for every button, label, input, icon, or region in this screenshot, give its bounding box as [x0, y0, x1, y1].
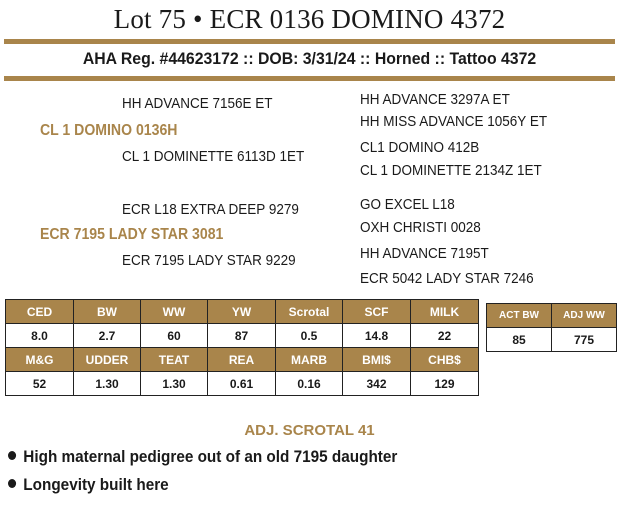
actual-header-bw: ACT BW	[487, 304, 552, 328]
pedigree-dam-dam: ECR 7195 LADY STAR 9229	[122, 252, 296, 269]
epd-header-yw: YW	[208, 300, 276, 324]
pedigree-sire-dam: CL 1 DOMINETTE 6113D 1ET	[122, 148, 305, 165]
epd-value-scrotal: 0.5	[276, 324, 343, 348]
epd-header-rea: REA	[208, 348, 276, 372]
actual-header-ww: ADJ WW	[552, 304, 617, 328]
actual-header-row	[487, 304, 617, 328]
epd-value-ced: 8.0	[6, 324, 74, 348]
epd-header-scf: SCF	[343, 300, 411, 324]
epd-table	[5, 299, 479, 396]
adj-scrotal: ADJ. SCROTAL 41	[244, 422, 375, 439]
pedigree-sire-sire: HH ADVANCE 7156E ET	[122, 95, 273, 112]
pedigree-dam-dam-dam: ECR 5042 LADY STAR 7246	[360, 270, 534, 287]
epd-header-row-1	[6, 300, 479, 324]
epd-value-scf: 14.8	[343, 324, 411, 348]
pedigree-dam-dam-sire: HH ADVANCE 7195T	[360, 245, 489, 262]
pedigree-dam-sire-sire: GO EXCEL L18	[360, 196, 455, 213]
epd-value-marb: 0.16	[276, 372, 343, 396]
epd-value-udder: 1.30	[74, 372, 141, 396]
bullet-text: Longevity built here	[23, 475, 169, 494]
bullet-dot-icon	[8, 451, 16, 460]
epd-header-scrotal: Scrotal	[276, 300, 343, 324]
epd-value-row-2	[6, 372, 479, 396]
pedigree-sire-dam-sire: CL1 DOMINO 412B	[360, 139, 480, 156]
actual-value-bw: 85	[487, 328, 552, 352]
divider-top	[4, 39, 615, 44]
epd-header-milk: MILK	[411, 300, 479, 324]
epd-value-chb: 129	[411, 372, 479, 396]
epd-header-udder: UDDER	[74, 348, 141, 372]
epd-value-teat: 1.30	[141, 372, 208, 396]
divider-bottom	[4, 76, 615, 81]
pedigree-sire-sire-dam: HH MISS ADVANCE 1056Y ET	[360, 113, 548, 130]
epd-value-rea: 0.61	[208, 372, 276, 396]
pedigree-sire: CL 1 DOMINO 0136H	[40, 122, 178, 139]
bullet-text: High maternal pedigree out of an old 7195 daughter	[23, 447, 398, 466]
registration-line: AHA Reg. #44623172 :: DOB: 3/31/24 :: Horned :: Tattoo 4372	[82, 49, 537, 68]
actual-value-ww: 775	[552, 328, 617, 352]
epd-header-chb: CHB$	[411, 348, 479, 372]
epd-value-row-1	[6, 324, 479, 348]
bullet-item	[8, 475, 169, 495]
epd-value-bmi: 342	[343, 372, 411, 396]
pedigree-dam-sire-dam: OXH CHRISTI 0028	[360, 219, 481, 236]
pedigree-dam-sire: ECR L18 EXTRA DEEP 9279	[122, 201, 299, 218]
epd-value-ww: 60	[141, 324, 208, 348]
actual-weights-table	[486, 303, 617, 352]
epd-header-teat: TEAT	[141, 348, 208, 372]
bullet-dot-icon	[8, 479, 16, 488]
lot-title: Lot 75 • ECR 0136 DOMINO 4372	[113, 4, 506, 34]
bullet-item	[8, 447, 397, 467]
epd-value-mg: 52	[6, 372, 74, 396]
epd-header-row-2	[6, 348, 479, 372]
epd-value-bw: 2.7	[74, 324, 141, 348]
epd-header-ww: WW	[141, 300, 208, 324]
epd-header-bw: BW	[74, 300, 141, 324]
epd-header-ced: CED	[6, 300, 74, 324]
epd-header-mg: M&G	[6, 348, 74, 372]
epd-value-milk: 22	[411, 324, 479, 348]
pedigree-sire-dam-dam: CL 1 DOMINETTE 2134Z 1ET	[360, 162, 542, 179]
epd-header-bmi: BMI$	[343, 348, 411, 372]
epd-value-yw: 87	[208, 324, 276, 348]
actual-value-row	[487, 328, 617, 352]
pedigree-sire-sire-sire: HH ADVANCE 3297A ET	[360, 91, 510, 108]
pedigree-dam: ECR 7195 LADY STAR 3081	[40, 226, 224, 243]
epd-header-marb: MARB	[276, 348, 343, 372]
